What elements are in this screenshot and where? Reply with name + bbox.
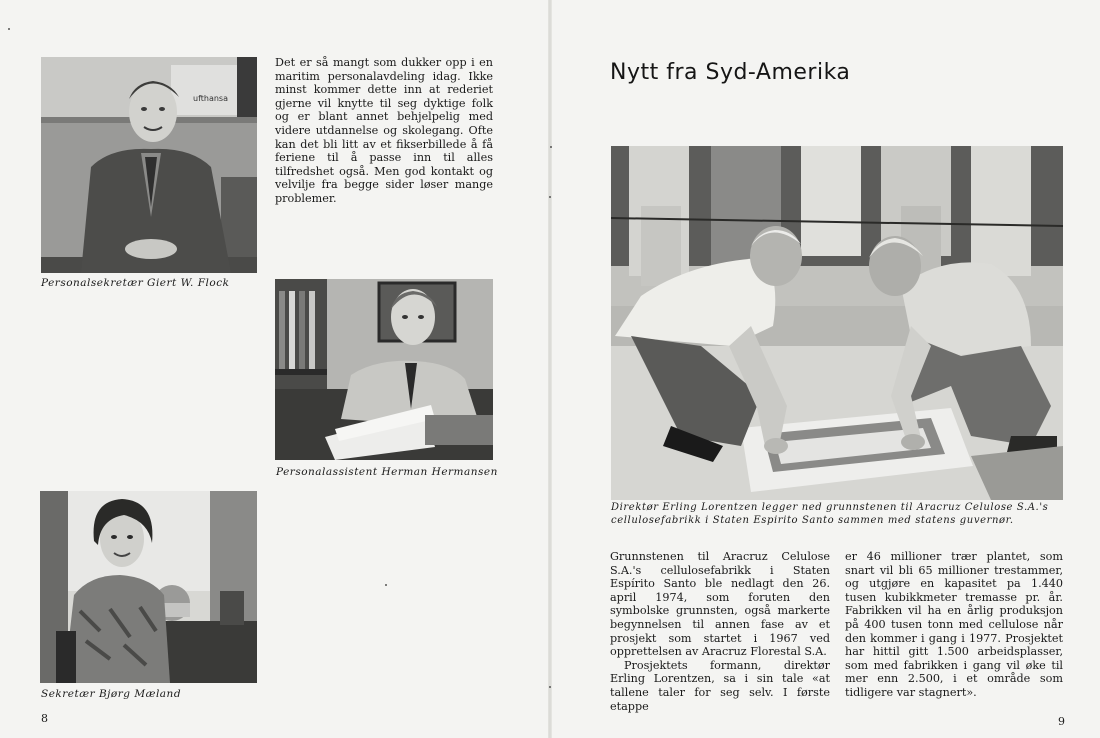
- article-paragraph: er 46 millioner trær plantet, som snart vil bli 65 millioner trestammer, og utgjøre en kapasitet pa 1.440 tusen kubikkmeter tremasse pr. år. Fabrikken vil ha en årlig produksjon på 400 tusen tonn med cellulose når den kommer i gang i 1977. Prosjektet har hittil gitt 1.500 arbeidsplasser, som med fabrikken i gang vil øke til mer enn 2.500, i et område som tidligere var stagnert».: [845, 550, 1063, 699]
- article-paragraph: Grunnstenen til Aracruz Celulose S.A.'s cellulosefabrikk i Staten Espírito Santo ble nedlagt den 26. april 1974, som foruten den symbolske grunnsten, også markerte begynnelsen til annen fase av et prosjekt som startet i 1967 ved opprettelsen av Aracruz Florestal S.A.: [610, 550, 830, 659]
- print-speck: [550, 146, 552, 148]
- article-title: Nytt fra Syd-Amerika: [610, 60, 851, 85]
- photo-grunnsten-image: [611, 146, 1063, 500]
- photo-sekretaer: [40, 491, 257, 683]
- photo-personalassistent: [275, 279, 493, 460]
- print-speck: [385, 584, 387, 586]
- article-column-1: [610, 550, 830, 713]
- print-speck: [549, 686, 551, 688]
- photo-personalassistent-image: [275, 279, 493, 460]
- caption-grunnsten: Direktør Erling Lorentzen legger ned grunnstenen til Aracruz Celulose S.A.'s cellulosefabrikk i Staten Espirito Santo sammen med statens guvernør.: [611, 502, 1049, 526]
- print-speck: [549, 196, 551, 198]
- right-page: [552, 0, 1100, 738]
- caption-personalsekretaer: Personalsekretær Giert W. Flock: [41, 277, 230, 289]
- caption-sekretaer: Sekretær Bjørg Mæland: [41, 688, 182, 700]
- photo-personalsekretaer-image: [41, 57, 257, 273]
- caption-personalassistent: Personalassistent Herman Hermansen: [276, 466, 498, 478]
- page-number-right: 9: [1058, 715, 1065, 728]
- photo-personalsekretaer: [41, 57, 257, 273]
- page-number-left: 8: [41, 712, 48, 725]
- intro-paragraph-text: Det er så mangt som dukker opp i en maritim personalavdeling idag. Ikke minst kommer dette inn at rederiet gjerne vil knytte til seg dyktige folk og er blant annet behjelpelig med videre utdannelse og skolegang. Ofte kan det bli litt av et fikserbillede å få feriene til å passe inn til alles tilfredshet også. Men god kontakt og velvilje fra begge sider løser mange problemer.: [275, 56, 493, 205]
- left-page: [0, 0, 548, 738]
- lufthansa-sign-text: ufthansa: [193, 94, 228, 103]
- print-speck: [8, 28, 10, 30]
- article-paragraph: Prosjektets formann, direktør Erling Lorentzen, sa i sin tale «at tallene taler for seg selv. I første etappe: [610, 658, 830, 713]
- intro-paragraph: [275, 56, 493, 206]
- photo-sekretaer-image: [40, 491, 257, 683]
- photo-grunnsten: [611, 146, 1063, 500]
- article-column-2: [845, 550, 1063, 700]
